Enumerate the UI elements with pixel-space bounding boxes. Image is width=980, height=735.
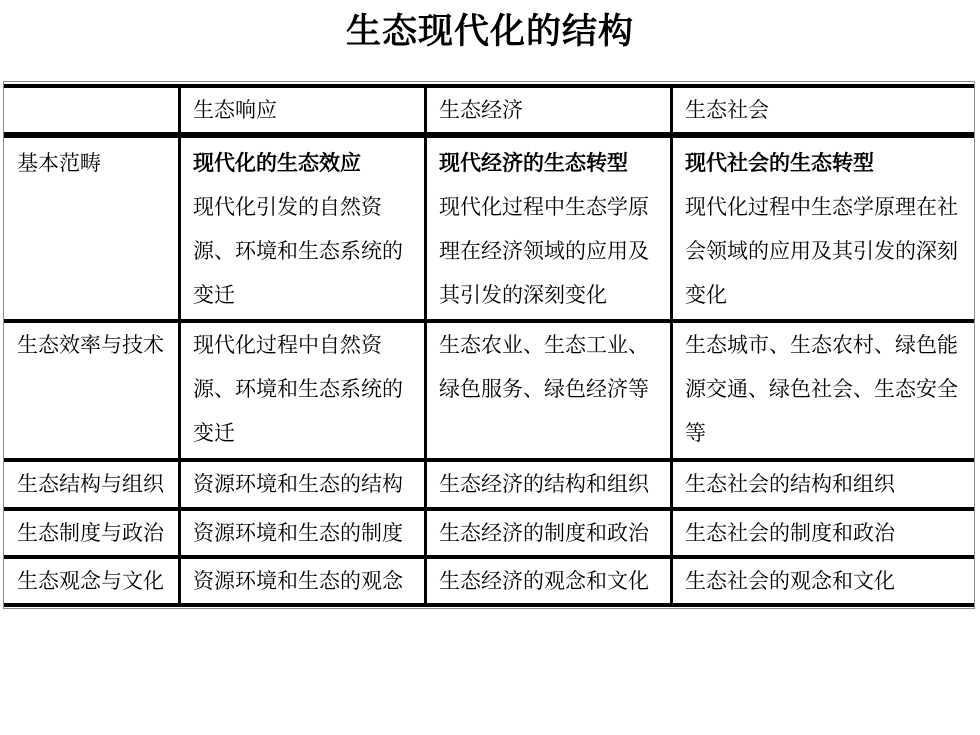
table-cell: 现代化过程中自然资源、环境和生态系统的变迁: [193, 333, 403, 445]
cell-heading: 现代经济的生态转型: [439, 151, 628, 175]
table-cell: [685, 141, 970, 317]
column-rule: [178, 84, 181, 607]
column-rule: [670, 84, 673, 607]
table-cell: [439, 141, 667, 317]
header-bottom-rule: [4, 132, 974, 138]
header-cell-ecological-response: 生态响应: [193, 98, 277, 122]
table-cell: 生态经济的制度和政治: [439, 521, 649, 545]
table-cell: 生态城市、生态农村、绿色能源交通、绿色社会、生态安全等: [685, 333, 958, 445]
page-title: 生态现代化的结构: [345, 12, 634, 52]
table-cell: 资源环境和生态的观念: [193, 569, 403, 593]
table-cell: 生态社会的观念和文化: [685, 569, 895, 593]
row-label: 生态观念与文化: [17, 569, 164, 593]
table-cell: 生态社会的制度和政治: [685, 521, 895, 545]
header-cell-ecological-society: 生态社会: [685, 98, 769, 122]
table-cell: 资源环境和生态的结构: [193, 472, 403, 496]
cell-text: 现代化过程中生态学原理在社会领域的应用及其引发的深刻变化: [685, 195, 958, 307]
table-cell: 生态经济的结构和组织: [439, 472, 649, 496]
table-cell: 生态农业、生态工业、绿色服务、绿色经济等: [439, 333, 649, 401]
header-cell-ecological-economy: 生态经济: [439, 98, 523, 122]
table-cell: [193, 141, 421, 317]
column-rule: [424, 84, 427, 607]
row-label: 生态制度与政治: [17, 521, 164, 545]
table-cell: 生态社会的结构和组织: [685, 472, 895, 496]
cell-heading: 现代社会的生态转型: [685, 151, 874, 175]
cell-heading: 现代化的生态效应: [193, 151, 361, 175]
row-label: 生态效率与技术: [17, 333, 164, 357]
table-cell: 生态经济的观念和文化: [439, 569, 649, 593]
cell-text: 现代化过程中生态学原理在经济领域的应用及其引发的深刻变化: [439, 195, 649, 307]
cell-text: 现代化引发的自然资源、环境和生态系统的变迁: [193, 195, 403, 307]
structure-table: [3, 81, 975, 609]
table-bottom-rule: [4, 603, 974, 607]
row-label: 生态结构与组织: [17, 472, 164, 496]
header-cell-empty: [17, 88, 177, 132]
row-label: 基本范畴: [17, 151, 101, 175]
table-cell: 资源环境和生态的制度: [193, 521, 403, 545]
